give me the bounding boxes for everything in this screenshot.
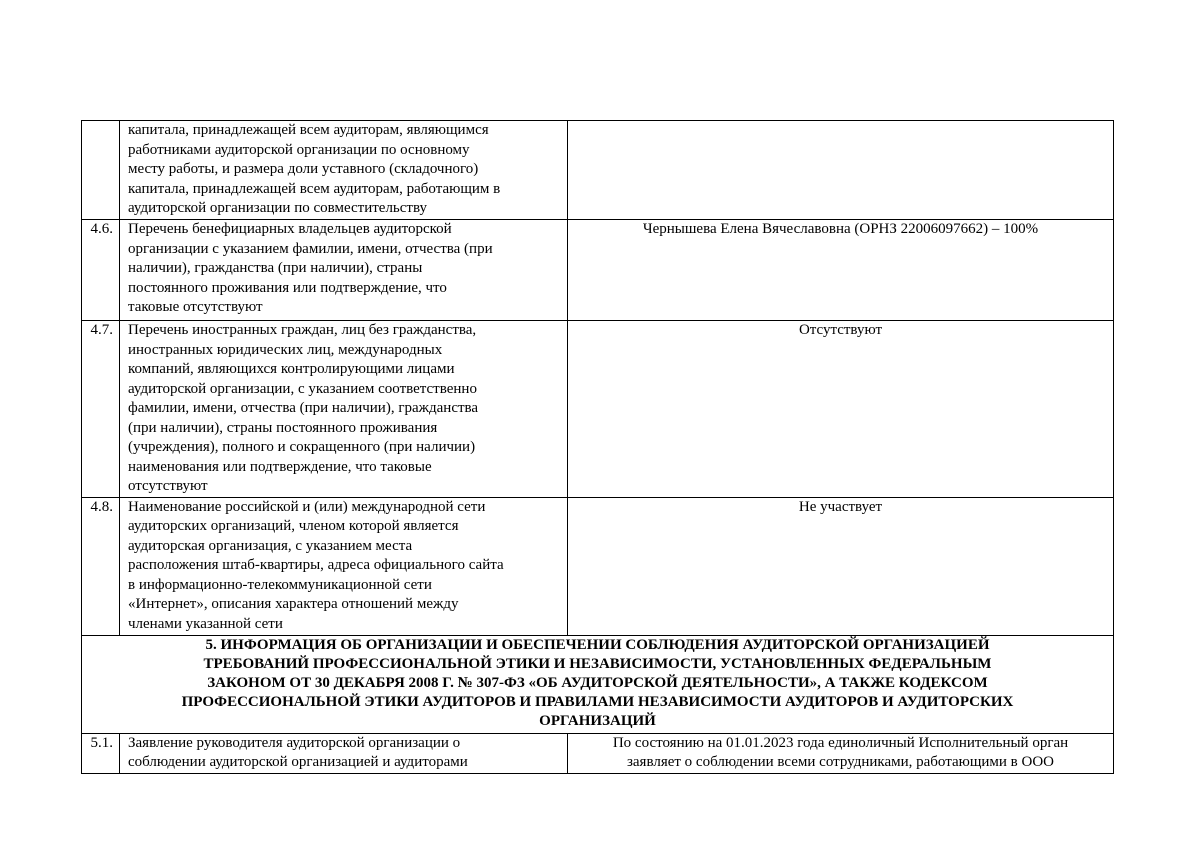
row-description xyxy=(120,497,568,635)
row-number xyxy=(82,121,120,220)
heading-line: ЗАКОНОМ ОТ 30 ДЕКАБРЯ 2008 Г. № 307-ФЗ «ОБ АУДИТОРСКОЙ ДЕЯТЕЛЬНОСТИ», А ТАКЖЕ КОДЕКСОМ xyxy=(207,674,988,691)
description-line: (при наличии), страны постоянного проживания xyxy=(128,419,438,436)
description-line: организации с указанием фамилии, имени, отчества (при xyxy=(128,240,493,257)
description-line: соблюдении аудиторской организацией и аудиторами xyxy=(128,754,468,770)
description-line: Перечень бенефициарных владельцев аудиторской xyxy=(128,221,452,237)
description-line: аудиторской организации, с указанием соответственно xyxy=(128,380,477,397)
row-value: Не участвует xyxy=(568,497,1114,635)
description-line: месту работы, и размера доли уставного (складочного) xyxy=(128,161,479,177)
table-row xyxy=(82,497,1114,635)
description-line: капитала, принадлежащей всем аудиторам, являющимся xyxy=(128,122,489,138)
table-row xyxy=(82,121,1114,220)
section-header-row xyxy=(82,635,1114,733)
value-line: По состоянию на 01.01.2023 года единоличный Исполнительный орган xyxy=(612,734,1069,751)
heading-line: ПРОФЕССИОНАЛЬНОЙ ЭТИКИ АУДИТОРОВ И ПРАВИЛАМИ НЕЗАВИСИМОСТИ АУДИТОРОВ И АУДИТОРСКИХ xyxy=(181,693,1014,710)
description-line: членами указанной сети xyxy=(128,615,283,632)
description-line: «Интернет», описания характера отношений между xyxy=(128,596,459,612)
description-line: работниками аудиторской организации по основному xyxy=(128,141,470,158)
description-line: компаний, являющихся контролирующими лицами xyxy=(128,361,455,377)
description-line: Перечень иностранных граждан, лиц без гражданства, xyxy=(128,322,477,338)
description-line: (учреждения), полного и сокращенного (при наличии) xyxy=(128,439,476,455)
description-line: наименования или подтверждение, что таковые xyxy=(128,458,432,475)
description-line: аудиторской организации по совместительству xyxy=(128,200,428,216)
section-5-heading xyxy=(82,635,1114,733)
row-description xyxy=(120,321,568,498)
description-line: Наименование российской и (или) международной сети xyxy=(128,498,486,515)
value-line: заявляет о соблюдении всеми сотрудниками, работающими в ООО xyxy=(626,754,1055,770)
heading-line: ТРЕБОВАНИЙ ПРОФЕССИОНАЛЬНОЙ ЭТИКИ И НЕЗАВИСИМОСТИ, УСТАНОВЛЕННЫХ ФЕДЕРАЛЬНЫМ xyxy=(203,655,992,672)
row-description xyxy=(120,220,568,321)
description-line: Заявление руководителя аудиторской организации о xyxy=(128,734,461,751)
row-number: 4.7. xyxy=(82,321,120,498)
table-row xyxy=(82,733,1114,773)
row-value xyxy=(568,733,1114,773)
row-number: 4.8. xyxy=(82,497,120,635)
row-description xyxy=(120,121,568,220)
row-description xyxy=(120,733,568,773)
description-line: капитала, принадлежащей всем аудиторам, работающим в xyxy=(128,180,501,197)
row-number: 4.6. xyxy=(82,220,120,321)
description-line: в информационно-телекоммуникационной сети xyxy=(128,576,432,593)
description-line: таковые отсутствуют xyxy=(128,299,263,315)
description-line: иностранных юридических лиц, международных xyxy=(128,341,443,358)
row-number: 5.1. xyxy=(82,733,120,773)
description-line: аудиторская организация, с указанием места xyxy=(128,537,413,554)
description-line: постоянного проживания или подтверждение, что xyxy=(128,279,447,296)
description-line: аудиторских организаций, членом которой является xyxy=(128,518,459,534)
table-row xyxy=(82,220,1114,321)
disclosure-table xyxy=(81,120,1114,774)
row-value xyxy=(568,121,1114,220)
heading-line: 5. ИНФОРМАЦИЯ ОБ ОРГАНИЗАЦИИ И ОБЕСПЕЧЕНИИ СОБЛЮДЕНИЯ АУДИТОРСКОЙ ОРГАНИЗАЦИЕЙ xyxy=(205,636,990,653)
description-line: расположения штаб-квартиры, адреса официального сайта xyxy=(128,557,504,573)
description-line: наличии), гражданства (при наличии), страны xyxy=(128,260,423,276)
row-value: Чернышева Елена Вячеславовна (ОРНЗ 22006097662) – 100% xyxy=(568,220,1114,321)
table-row xyxy=(82,321,1114,498)
row-value: Отсутствуют xyxy=(568,321,1114,498)
description-line: отсутствуют xyxy=(128,478,208,494)
heading-line: ОРГАНИЗАЦИЙ xyxy=(539,712,656,729)
description-line: фамилии, имени, отчества (при наличии), гражданства xyxy=(128,400,479,416)
